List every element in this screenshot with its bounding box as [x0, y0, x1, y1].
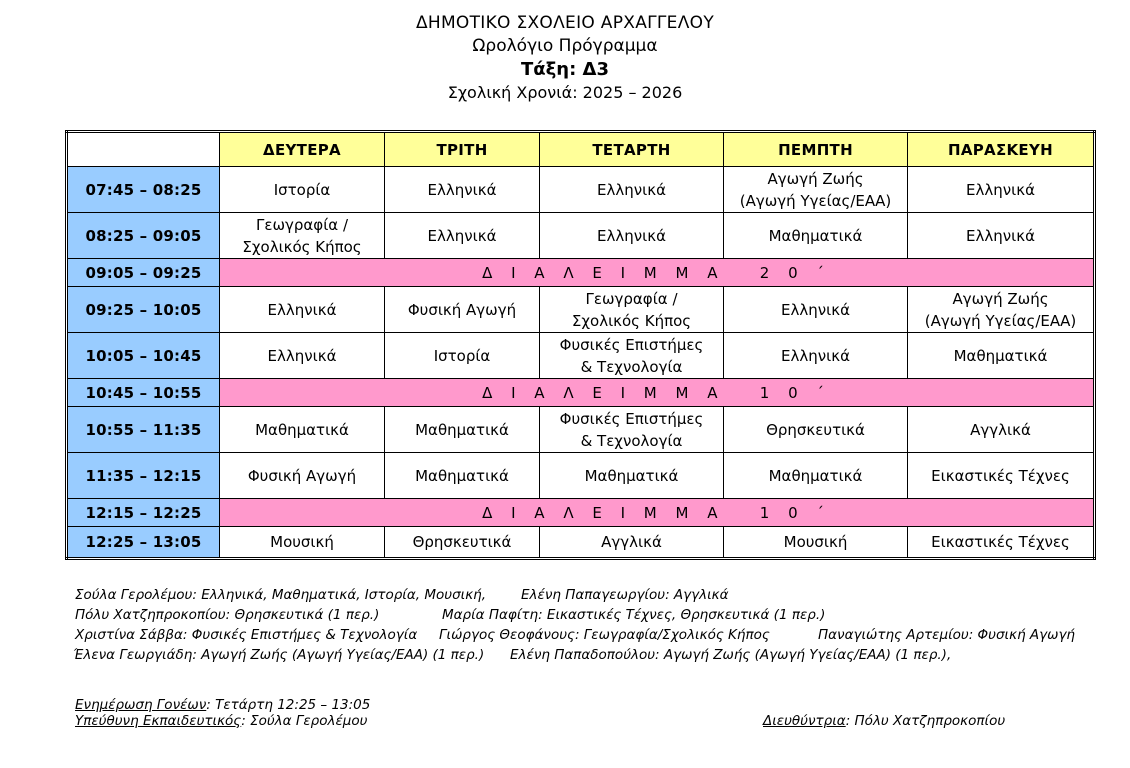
subject-cell: Ελληνικά	[385, 167, 540, 213]
school-name: ΔΗΜΟΤΙΚΟ ΣΧΟΛΕΙΟ ΑΡΧΑΓΓΕΛΟΥ	[415, 13, 715, 33]
break-row	[67, 499, 1095, 527]
subject-cell: Ελληνικά	[385, 213, 540, 259]
day-header: ΔΕΥΤΕΡΑ	[220, 132, 385, 167]
day-header-row	[67, 132, 1095, 167]
parents-meeting	[75, 697, 370, 713]
subject-cell: Θρησκευτικά	[385, 527, 540, 559]
timetable	[65, 130, 1096, 560]
time-slot: 11:35 – 12:15	[67, 453, 220, 499]
day-header: ΠΑΡΑΣΚΕΥΗ	[908, 132, 1095, 167]
lesson-row	[67, 167, 1095, 213]
subject-cell: Ιστορία	[220, 167, 385, 213]
time-slot: 10:55 – 11:35	[67, 407, 220, 453]
break-row	[67, 259, 1095, 287]
subject-cell: Φυσική Αγωγή	[220, 453, 385, 499]
teacher-entry: Πόλυ Χατζηπροκοπίου: Θρησκευτικά (1 περ.)	[75, 607, 380, 623]
teacher-entry: Ελένη Παπαγεωργίου: Αγγλικά	[521, 587, 729, 603]
time-slot: 09:05 – 09:25	[67, 259, 220, 287]
responsible-teacher-label: Υπεύθυνη Εκπαιδευτικός	[75, 713, 242, 729]
subject-cell: Μαθηματικά	[385, 407, 540, 453]
time-slot: 07:45 – 08:25	[67, 167, 220, 213]
lesson-row	[67, 453, 1095, 499]
subject-cell: Ελληνικά	[908, 213, 1095, 259]
subject-cell: Μαθηματικά	[908, 333, 1095, 379]
subject-cell: Εικαστικές Τέχνες	[908, 527, 1095, 559]
subject-cell: Ελληνικά	[724, 333, 908, 379]
time-slot: 09:25 – 10:05	[67, 287, 220, 333]
subject-cell: Μουσική	[724, 527, 908, 559]
subject-cell: Φυσικές Επιστήμες & Τεχνολογία	[540, 333, 724, 379]
subject-cell: Φυσική Αγωγή	[385, 287, 540, 333]
lesson-row	[67, 287, 1095, 333]
subject-cell: Ελληνικά	[540, 167, 724, 213]
class-label: Τάξη: Δ3	[520, 59, 609, 80]
responsible-teacher	[75, 713, 367, 729]
program-title: Ωρολόγιο Πρόγραμμα	[472, 36, 658, 56]
corner-cell	[67, 132, 220, 167]
break-cell: Δ Ι Α Λ Ε Ι Μ Μ Α 1 0 ΄	[220, 379, 1095, 407]
school-year: Σχολική Χρονιά: 2025 – 2026	[447, 83, 683, 102]
time-slot: 08:25 – 09:05	[67, 213, 220, 259]
subject-cell: Φυσικές Επιστήμες & Τεχνολογία	[540, 407, 724, 453]
subject-cell: Γεωγραφία / Σχολικός Κήπος	[540, 287, 724, 333]
subject-cell: Ελληνικά	[724, 287, 908, 333]
day-header: ΤΡΙΤΗ	[385, 132, 540, 167]
teacher-entry: Μαρία Παφίτη: Εικαστικές Τέχνες, Θρησκευτικά (1 περ.)	[442, 607, 826, 623]
subject-cell: Ελληνικά	[220, 287, 385, 333]
subject-cell: Αγγλικά	[908, 407, 1095, 453]
parents-meeting-label: Ενημέρωση Γονέων	[75, 697, 207, 713]
teacher-entry: Έλενα Γεωργιάδη: Αγωγή Ζωής (Αγωγή Υγείας/ΕΑΑ) (1 περ.)	[73, 647, 485, 663]
document-header	[0, 12, 1130, 104]
subject-cell: Αγωγή Ζωής (Αγωγή Υγείας/ΕΑΑ)	[724, 167, 908, 213]
subject-cell: Μαθηματικά	[540, 453, 724, 499]
subject-cell: Μαθηματικά	[724, 213, 908, 259]
parents-meeting-value: : Τετάρτη 12:25 – 13:05	[206, 697, 371, 713]
subject-cell: Μαθηματικά	[724, 453, 908, 499]
director-value: : Πόλυ Χατζηπροκοπίου	[845, 713, 1006, 729]
time-slot: 10:05 – 10:45	[67, 333, 220, 379]
subject-cell: Μουσική	[220, 527, 385, 559]
subject-cell: Εικαστικές Τέχνες	[908, 453, 1095, 499]
subject-cell: Ελληνικά	[908, 167, 1095, 213]
break-cell: Δ Ι Α Λ Ε Ι Μ Μ Α 2 0 ΄	[220, 259, 1095, 287]
break-cell: Δ Ι Α Λ Ε Ι Μ Μ Α 1 0 ΄	[220, 499, 1095, 527]
time-slot: 12:15 – 12:25	[67, 499, 220, 527]
teacher-entry: Χριστίνα Σάββα: Φυσικές Επιστήμες & Τεχνολογία	[75, 627, 418, 643]
day-header: ΤΕΤΑΡΤΗ	[540, 132, 724, 167]
director	[763, 713, 1005, 729]
time-slot: 10:45 – 10:55	[67, 379, 220, 407]
subject-cell: Ελληνικά	[540, 213, 724, 259]
lesson-row	[67, 527, 1095, 559]
day-header: ΠΕΜΠΤΗ	[724, 132, 908, 167]
subject-cell: Ελληνικά	[220, 333, 385, 379]
lesson-row	[67, 213, 1095, 259]
teacher-entry: Γιώργος Θεοφάνους: Γεωγραφία/Σχολικός Κήπος	[439, 627, 770, 643]
responsible-teacher-value: : Σούλα Γερολέμου	[241, 713, 368, 729]
subject-cell: Ιστορία	[385, 333, 540, 379]
subject-cell: Αγωγή Ζωής (Αγωγή Υγείας/ΕΑΑ)	[908, 287, 1095, 333]
subject-cell: Αγγλικά	[540, 527, 724, 559]
lesson-row	[67, 333, 1095, 379]
teacher-entry: Σούλα Γερολέμου: Ελληνικά, Μαθηματικά, Ιστορία, Μουσική,	[75, 587, 486, 603]
teacher-entry: Παναγιώτης Αρτεμίου: Φυσική Αγωγή	[818, 627, 1075, 643]
time-slot: 12:25 – 13:05	[67, 527, 220, 559]
subject-cell: Μαθηματικά	[385, 453, 540, 499]
break-row	[67, 379, 1095, 407]
teacher-entry: Ελένη Παπαδοπούλου: Αγωγή Ζωής (Αγωγή Υγείας/ΕΑΑ) (1 περ.),	[510, 647, 952, 663]
subject-cell: Θρησκευτικά	[724, 407, 908, 453]
subject-cell: Γεωγραφία / Σχολικός Κήπος	[220, 213, 385, 259]
lesson-row	[67, 407, 1095, 453]
director-label: Διευθύντρια	[763, 713, 846, 729]
subject-cell: Μαθηματικά	[220, 407, 385, 453]
